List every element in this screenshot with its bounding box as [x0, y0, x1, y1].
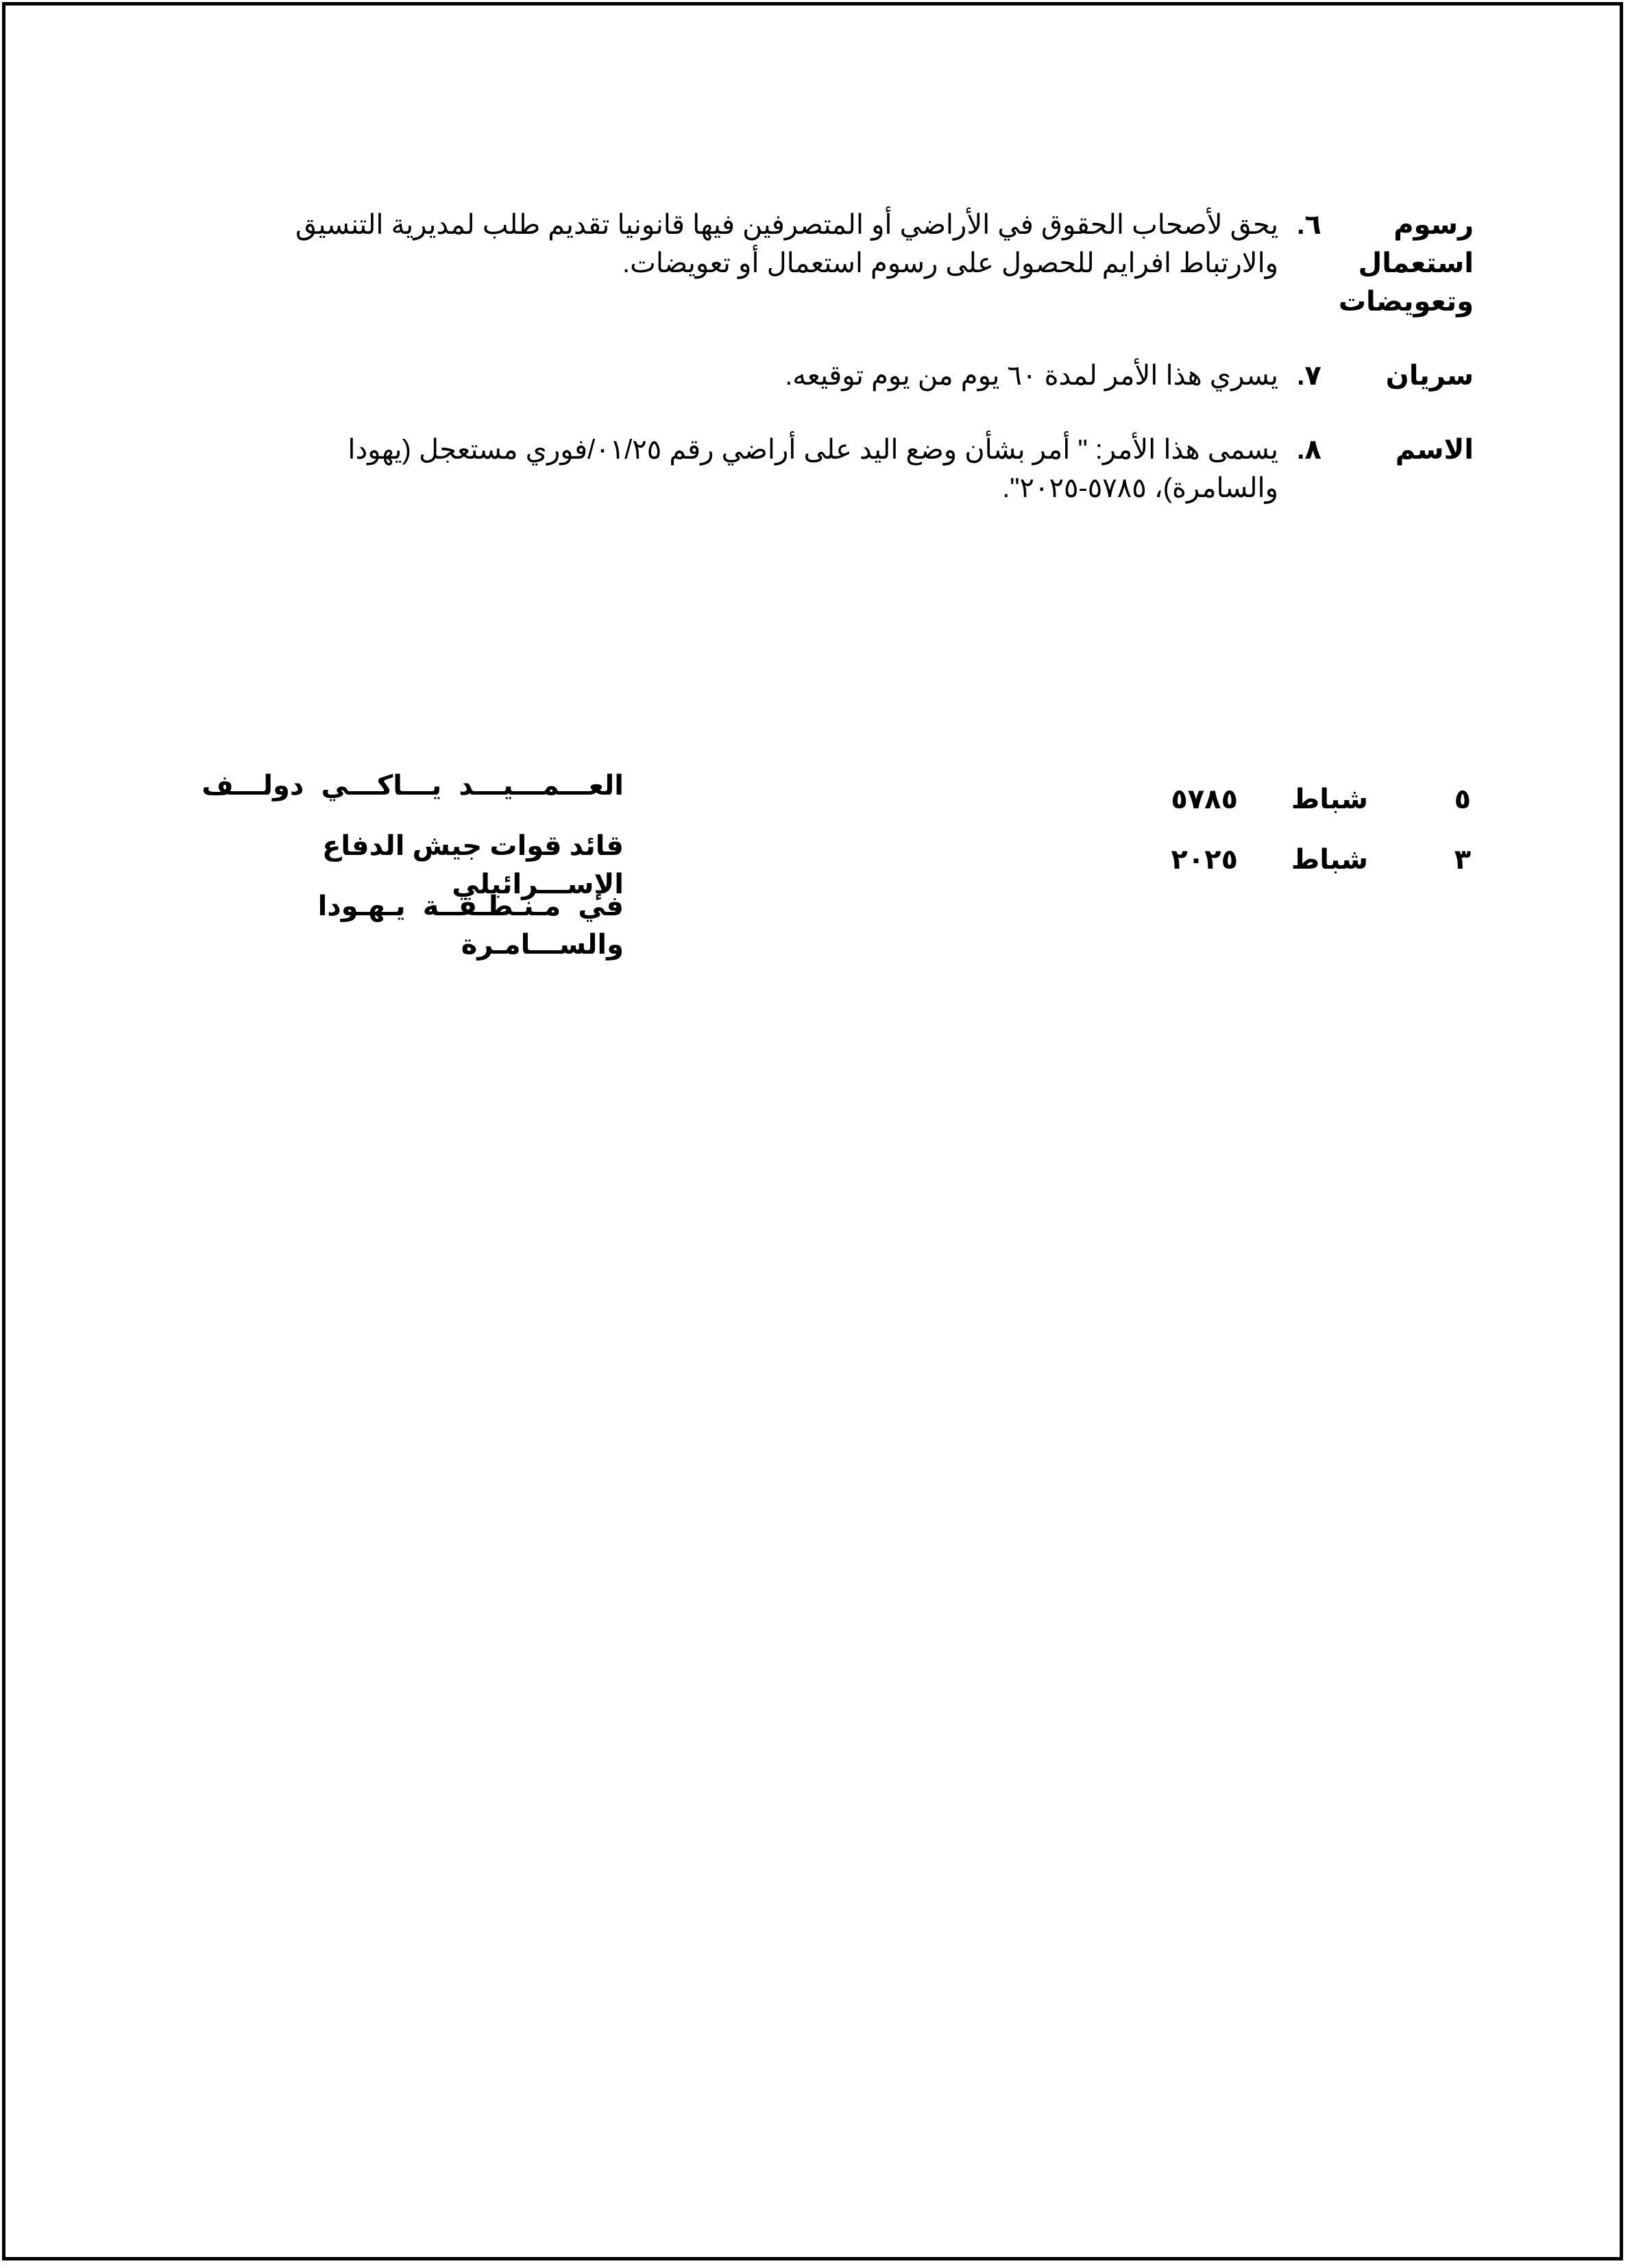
clause-heading-line: سريان — [1385, 361, 1474, 391]
date-day: ٥ — [1454, 784, 1471, 815]
gregorian-date-row — [1101, 841, 1471, 901]
clause-number: ٧. — [1297, 361, 1322, 391]
clause-number: ٨. — [1297, 435, 1322, 465]
clause-text-line: يحق لأصحاب الحقوق في الأراضي أو المتصرفين فيها قانونيا تقديم طلب لمديرية التنسيق — [295, 210, 1278, 240]
signature-block — [151, 767, 624, 960]
clause-6 — [137, 206, 1474, 321]
order-clauses — [137, 206, 1474, 543]
hebrew-date-row — [1101, 780, 1471, 841]
date-year: ٢٠٢٥ — [1171, 845, 1238, 875]
clause-text — [165, 357, 1278, 395]
clause-heading-line: وتعويضات — [1338, 287, 1474, 317]
clause-heading — [1340, 431, 1474, 469]
clause-heading — [1340, 357, 1474, 395]
clause-heading-line: رسوم — [1393, 210, 1474, 240]
date-month: شباط — [1291, 784, 1368, 815]
clause-heading — [1340, 206, 1474, 321]
clause-text-line: والسامرة)، ٥٧٨٥-٢٠٢٥". — [1002, 473, 1278, 503]
date-year: ٥٧٨٥ — [1171, 784, 1238, 815]
signatory-region: في مـنـطـقــة يـهـودا والســـامـرة — [317, 891, 624, 960]
clause-7 — [137, 357, 1474, 395]
clause-text — [165, 206, 1278, 282]
signatory-title: قائد قوات جيش الدفاع الإســـرائيلي — [322, 831, 624, 900]
clause-text-line: والارتباط افرايم للحصول على رسوم استعمال أو تعويضات. — [622, 248, 1278, 278]
signatory-name: العـــمـــيـــد يـــاكـــي دولـــف — [202, 771, 624, 801]
date-day: ٣ — [1454, 845, 1471, 875]
clause-text-line: يسري هذا الأمر لمدة ٦٠ يوم من يوم توقيعه. — [785, 361, 1278, 391]
clause-text-line: يسمى هذا الأمر: " أمر بشأن وضع اليد على أراضي رقم ٠١/٢٥/فوري مستعجل (يهودا — [348, 435, 1278, 465]
clause-text — [165, 431, 1278, 507]
clause-heading-line: استعمال — [1358, 248, 1474, 278]
clause-8 — [137, 431, 1474, 507]
clause-heading-line: الاسم — [1395, 435, 1474, 465]
clause-number: ٦. — [1297, 210, 1322, 240]
date-month: شباط — [1291, 845, 1368, 875]
signing-dates — [1101, 780, 1471, 901]
